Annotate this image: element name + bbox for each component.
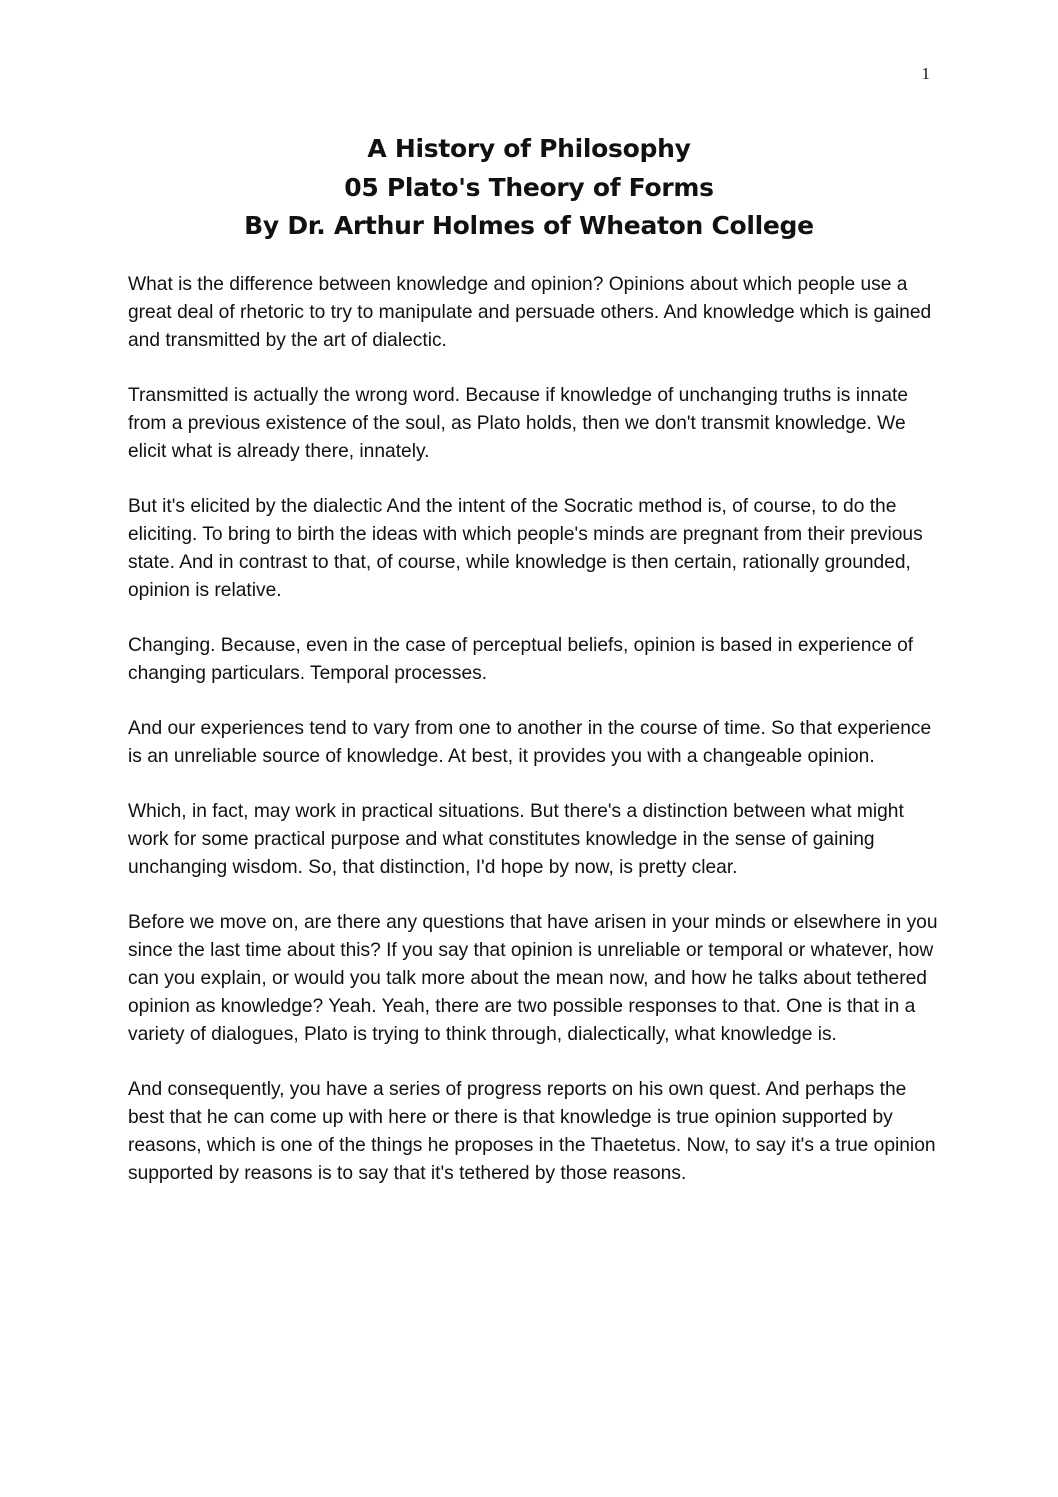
paragraph: Transmitted is actually the wrong word. Because if knowledge of unchanging truths is innate from a previous existence of the soul, as Plato holds, then we don't transmit knowledge. We elicit what is already there, innately.	[128, 385, 909, 462]
title-line-lecture: 05 Plato's Theory of Forms	[344, 172, 714, 202]
document-title	[0, 130, 1058, 246]
paragraph: And our experiences tend to vary from one to another in the course of time. So that experience is an unreliable source of knowledge. At best, it provides you with a changeable opinion.	[128, 718, 932, 767]
paragraph: Changing. Because, even in the case of perceptual beliefs, opinion is based in experience of changing particulars. Temporal processes.	[128, 635, 914, 684]
title-line-author: By Dr. Arthur Holmes of Wheaton College	[244, 211, 814, 240]
paragraph: But it's elicited by the dialectic And the intent of the Socratic method is, of course, to do the eliciting. To bring to birth the ideas with which people's minds are pregnant from their previous state. And in contrast to that, of course, while knowledge is then certain, rationally grounded, opinion is relative.	[128, 496, 923, 601]
document-body	[128, 271, 938, 1215]
paragraph: And consequently, you have a series of progress reports on his own quest. And perhaps the best that he can come up with here or there is that knowledge is true opinion supported by reasons, which is one of the things he proposes in the Thaetetus. Now, to say it's a true opinion supported by reasons is to say that it's tethered by those reasons.	[128, 1079, 936, 1184]
paragraph: What is the difference between knowledge and opinion? Opinions about which people use a great deal of rhetoric to try to manipulate and persuade others. And knowledge which is gained and transmitted by the art of dialectic.	[128, 274, 932, 351]
page-number: 1	[921, 64, 930, 83]
title-line-series: A History of Philosophy	[367, 134, 691, 163]
paragraph: Which, in fact, may work in practical situations. But there's a distinction between what might work for some practical purpose and what constitutes knowledge in the sense of gaining unchanging wisdom. So, that distinction, I'd hope by now, is pretty clear.	[128, 801, 904, 878]
paragraph: Before we move on, are there any questions that have arisen in your minds or elsewhere in you since the last time about this? If you say that opinion is unreliable or temporal or whatever, how can you explain, or would you talk more about the mean now, and how he talks about tethered opinion as knowledge? Yeah. Yeah, there are two possible responses to that. One is that in a variety of dialogues, Plato is trying to think through, dialectically, what knowledge is.	[128, 912, 938, 1045]
